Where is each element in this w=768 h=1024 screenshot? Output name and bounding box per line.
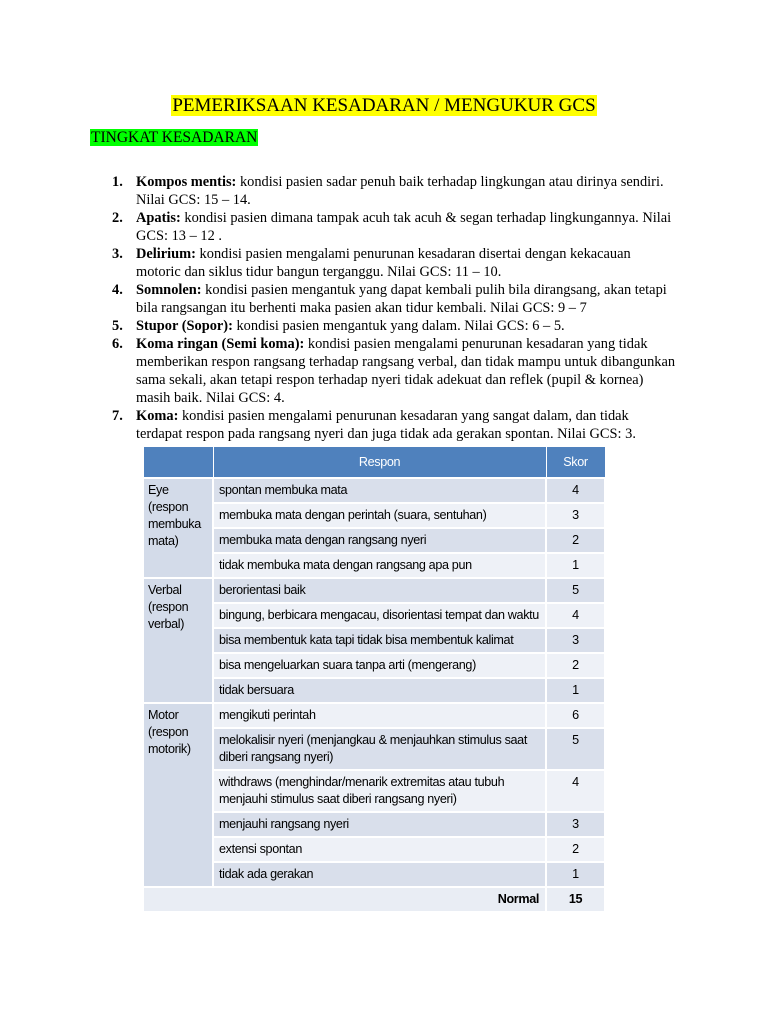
total-value: 15 <box>546 887 605 912</box>
skor-cell: 1 <box>546 553 605 578</box>
table-row <box>143 553 605 578</box>
skor-cell: 4 <box>546 770 605 812</box>
list-item: 3. Delirium: kondisi pasien mengalami penurunan kesadaran disertai dengan kekacauan motoric dan siklus tidur bangun terganggu. Nilai GCS: 11 – 10. <box>112 246 631 280</box>
respon-cell: membuka mata dengan perintah (suara, sentuhan) <box>213 503 546 528</box>
respon-cell: berorientasi baik <box>213 578 546 603</box>
skor-cell: 1 <box>546 678 605 703</box>
table-row <box>143 628 605 653</box>
list-item: 1. Kompos mentis: kondisi pasien sadar penuh baik terhadap lingkungan atau dirinya sendiri. Nilai GCS: 15 – 14. <box>112 174 664 208</box>
respon-cell: tidak ada gerakan <box>213 862 546 887</box>
level-term: Koma: <box>136 408 179 424</box>
respon-cell: membuka mata dengan rangsang nyeri <box>213 528 546 553</box>
category-verbal: Verbal (respon verbal) <box>143 578 213 703</box>
consciousness-levels-list <box>96 173 676 443</box>
level-description: kondisi pasien mengalami penurunan kesadaran disertai dengan kekacauan motoric dan siklus tidur bangun terganggu. Nilai GCS: 11 – 10. <box>136 246 631 280</box>
level-description: kondisi pasien mengantuk yang dapat kembali pulih bila dirangsang, akan tetapi bila rangsangan itu berhenti maka pasien akan tidur kembali. Nilai GCS: 9 – 7 <box>136 282 667 316</box>
respon-cell: mengikuti perintah <box>213 703 546 728</box>
skor-cell: 1 <box>546 862 605 887</box>
skor-cell: 2 <box>546 837 605 862</box>
table-row <box>143 603 605 628</box>
level-description: kondisi pasien sadar penuh baik terhadap lingkungan atau dirinya sendiri. Nilai GCS: 15 – 14. <box>136 174 664 208</box>
skor-cell: 5 <box>546 728 605 770</box>
skor-cell: 2 <box>546 528 605 553</box>
table-row <box>143 837 605 862</box>
respon-cell: melokalisir nyeri (menjangkau & menjauhkan stimulus saat diberi rangsang nyeri) <box>213 728 546 770</box>
category-motor: Motor (respon motorik) <box>143 703 213 887</box>
respon-cell: menjauhi rangsang nyeri <box>213 812 546 837</box>
skor-cell: 4 <box>546 478 605 503</box>
list-item: 6. Koma ringan (Semi koma): kondisi pasien mengalami penurunan kesadaran yang tidak memberikan respon rangsang terhadap rangsang verbal, dan tidak mampu untuk dibangunkan sama sekali, akan tetapi respon terhadap nyeri tidak adekuat dan reflek (pupil & kornea) masih baik. Nilai GCS: 4. <box>112 336 676 406</box>
table-row <box>143 528 605 553</box>
table-row <box>143 678 605 703</box>
table-row <box>143 478 605 503</box>
respon-cell: tidak membuka mata dengan rangsang apa pun <box>213 553 546 578</box>
gcs-table <box>142 446 606 913</box>
column-header-respon: Respon <box>213 447 546 479</box>
respon-cell: withdraws (menghindar/menarik extremitas atau tubuh menjauhi stimulus saat diberi rangsang nyeri) <box>213 770 546 812</box>
table-row <box>143 812 605 837</box>
level-term: Somnolen: <box>136 282 202 298</box>
level-description: kondisi pasien mengantuk yang dalam. Nilai GCS: 6 – 5. <box>232 318 565 334</box>
list-item: 5. Stupor (Sopor): kondisi pasien mengantuk yang dalam. Nilai GCS: 6 – 5. <box>112 318 565 334</box>
table-header-row <box>143 447 605 479</box>
table-row <box>143 578 605 603</box>
column-header-skor: Skor <box>546 447 605 479</box>
table-row <box>143 503 605 528</box>
skor-cell: 3 <box>546 503 605 528</box>
level-term: Kompos mentis: <box>136 174 237 190</box>
list-item: 2. Apatis: kondisi pasien dimana tampak acuh tak acuh & segan terhadap lingkungannya. Nilai GCS: 13 – 12 . <box>112 210 672 244</box>
skor-cell: 5 <box>546 578 605 603</box>
section-subtitle: TINGKAT KESADARAN <box>91 129 258 146</box>
total-label: Normal <box>143 887 546 912</box>
respon-cell: bingung, berbicara mengacau, disorientasi tempat dan waktu <box>213 603 546 628</box>
table-row <box>143 770 605 812</box>
list-item: 4. Somnolen: kondisi pasien mengantuk yang dapat kembali pulih bila dirangsang, akan tetapi bila rangsangan itu berhenti maka pasien akan tidur kembali. Nilai GCS: 9 – 7 <box>112 282 667 316</box>
list-item: 7. Koma: kondisi pasien mengalami penurunan kesadaran yang sangat dalam, dan tidak terdapat respon pada rangsang nyeri dan juga tidak ada gerakan spontan. Nilai GCS: 3. <box>112 408 636 442</box>
table-row <box>143 862 605 887</box>
level-term: Apatis: <box>136 210 181 226</box>
level-description: kondisi pasien dimana tampak acuh tak acuh & segan terhadap lingkungannya. Nilai GCS: 13 – 12 . <box>136 210 672 244</box>
level-description: kondisi pasien mengalami penurunan kesadaran yang tidak memberikan respon rangsang terhadap rangsang verbal, dan tidak mampu untuk dibangunkan sama sekali, akan tetapi respon terhadap nyeri tidak adekuat dan reflek (pupil & kornea) masih baik. Nilai GCS: 4. <box>136 336 676 406</box>
total-row <box>143 887 605 912</box>
skor-cell: 4 <box>546 603 605 628</box>
respon-cell: tidak bersuara <box>213 678 546 703</box>
table-row <box>143 728 605 770</box>
level-description: kondisi pasien mengalami penurunan kesadaran yang sangat dalam, dan tidak terdapat respon pada rangsang nyeri dan juga tidak ada gerakan spontan. Nilai GCS: 3. <box>136 408 636 442</box>
skor-cell: 3 <box>546 812 605 837</box>
respon-cell: extensi spontan <box>213 837 546 862</box>
level-term: Koma ringan (Semi koma): <box>136 336 305 352</box>
table-row <box>143 653 605 678</box>
skor-cell: 3 <box>546 628 605 653</box>
respon-cell: bisa membentuk kata tapi tidak bisa membentuk kalimat <box>213 628 546 653</box>
column-header-category <box>143 447 213 479</box>
table-row <box>143 703 605 728</box>
respon-cell: bisa mengeluarkan suara tanpa arti (mengerang) <box>213 653 546 678</box>
category-eye: Eye (respon membuka mata) <box>143 478 213 578</box>
respon-cell: spontan membuka mata <box>213 478 546 503</box>
skor-cell: 2 <box>546 653 605 678</box>
page-title: PEMERIKSAAN KESADARAN / MENGUKUR GCS <box>172 95 596 116</box>
skor-cell: 6 <box>546 703 605 728</box>
level-term: Stupor (Sopor): <box>136 318 233 334</box>
level-term: Delirium: <box>136 246 196 262</box>
